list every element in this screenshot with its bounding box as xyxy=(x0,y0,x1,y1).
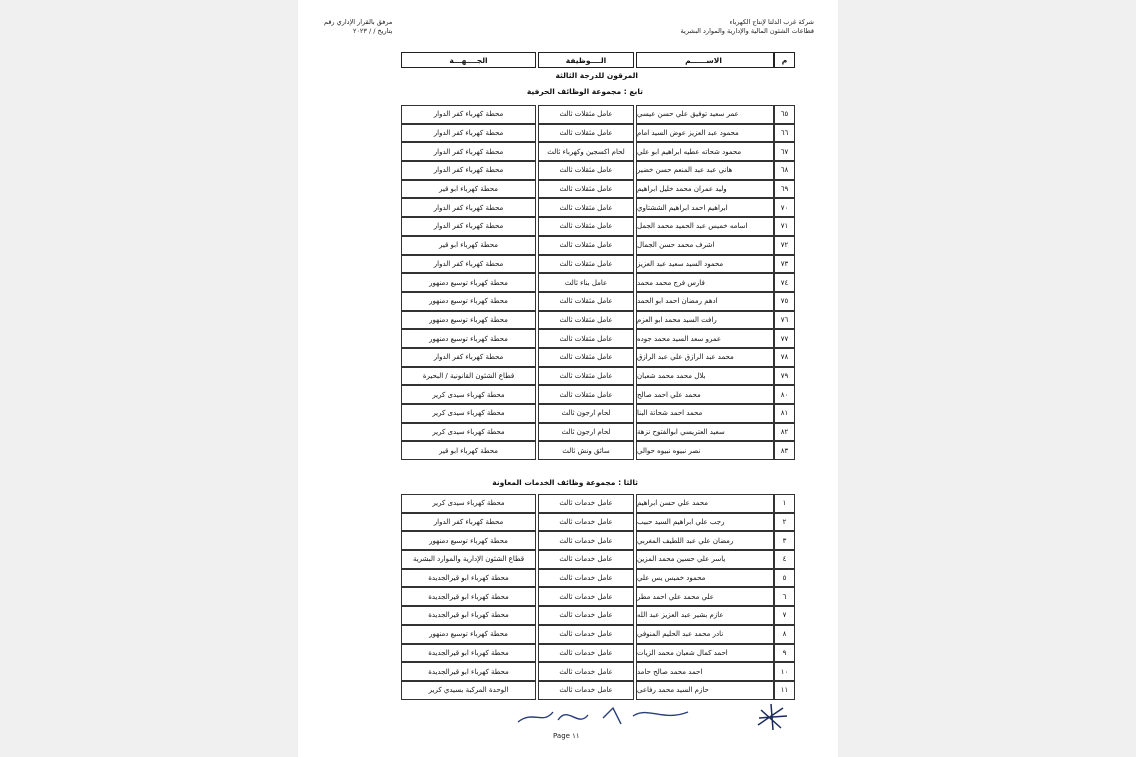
row-dept: محطة كهرباء كفر الدوار xyxy=(401,255,536,274)
row-job: عامل بناء ثالث xyxy=(538,273,634,292)
row-name: ادهم رمضان احمد ابو الحمد xyxy=(636,292,774,311)
company-name: شركة غرب الدلتا لإنتاج الكهرباء xyxy=(729,18,814,26)
row-dept: محطة كهرباء توسيع دمنهور xyxy=(401,273,536,292)
table-header xyxy=(340,52,795,68)
row-job: عامل مثقلات ثالث xyxy=(538,292,634,311)
row-job: عامل خدمات ثالث xyxy=(538,550,634,569)
row-dept: الوحدة المركبة بسيدي كرير xyxy=(401,681,536,700)
row-name: بلال محمد محمد شعبان xyxy=(636,367,774,386)
row-name: ياسر علي حسين محمد المزين xyxy=(636,550,774,569)
row-num: ٦٧ xyxy=(774,142,795,161)
row-name: محمد علي حسن ابراهيم xyxy=(636,494,774,513)
table-row xyxy=(340,681,795,700)
table-row xyxy=(340,198,795,217)
row-job: سائق ونش ثالث xyxy=(538,441,634,460)
row-name: محمد علي احمد صالح xyxy=(636,385,774,404)
row-num: ٧٢ xyxy=(774,236,795,255)
row-job: عامل مثقلات ثالث xyxy=(538,329,634,348)
table-row xyxy=(340,404,795,423)
row-dept: محطة كهرباء توسيع دمنهور xyxy=(401,311,536,330)
table-row xyxy=(340,236,795,255)
row-name: نصر نبيوه نبيوه حوالي xyxy=(636,441,774,460)
row-name: علي محمد علي احمد مطر xyxy=(636,587,774,606)
row-num: ١ xyxy=(774,494,795,513)
row-name: محمد احمد شحاتة البنا xyxy=(636,404,774,423)
table-row xyxy=(340,348,795,367)
row-name: محمود خميس يس علي xyxy=(636,569,774,588)
background-right xyxy=(838,0,1136,757)
company-header xyxy=(681,18,814,36)
row-num: ٢ xyxy=(774,513,795,532)
row-num: ٧٥ xyxy=(774,292,795,311)
row-dept: محطة كهرباء كفر الدوار xyxy=(401,348,536,367)
row-dept: محطة كهرباء ابو قير xyxy=(401,180,536,199)
table-row xyxy=(340,105,795,124)
row-job: عامل خدمات ثالث xyxy=(538,662,634,681)
background-left xyxy=(0,0,298,757)
row-dept: محطة كهرباء كفر الدوار xyxy=(401,513,536,532)
row-num: ١١ xyxy=(774,681,795,700)
row-job: لحام اكسجين وكهرباء ثالث xyxy=(538,142,634,161)
row-name: ابراهيم احمد ابراهيم الششتاوي xyxy=(636,198,774,217)
row-name: احمد محمد صالح حامد xyxy=(636,662,774,681)
table-row xyxy=(340,662,795,681)
page-number: Page ١١ xyxy=(553,732,580,740)
row-name: احمد كمال شعبان محمد الزيات xyxy=(636,644,774,663)
row-job: عامل مثقلات ثالث xyxy=(538,348,634,367)
section-subtitle: تابع : مجموعة الوظائف الحرفية xyxy=(526,87,643,96)
row-job: عامل خدمات ثالث xyxy=(538,513,634,532)
row-name: حازم السيد محمد رفاعى xyxy=(636,681,774,700)
row-dept: محطة كهرباء كفر الدوار xyxy=(401,142,536,161)
table-row xyxy=(340,124,795,143)
row-dept: محطة كهرباء توسيع دمنهور xyxy=(401,292,536,311)
table-row xyxy=(340,180,795,199)
table-row xyxy=(340,329,795,348)
row-dept: محطة كهرباء سيدى كرير xyxy=(401,423,536,442)
row-num: ٩ xyxy=(774,644,795,663)
table-row xyxy=(340,367,795,386)
row-job: عامل مثقلات ثالث xyxy=(538,124,634,143)
row-dept: محطة كهرباء ابو قير xyxy=(401,441,536,460)
row-num: ٦ xyxy=(774,587,795,606)
row-num: ٧٨ xyxy=(774,348,795,367)
row-num: ٨ xyxy=(774,625,795,644)
header-job: الــــوظيفة xyxy=(538,52,634,68)
department-name: قطاعات الشئون المالية والإدارية والموارد البشرية xyxy=(680,27,814,35)
row-dept: محطة كهرباء توسيع دمنهور xyxy=(401,329,536,348)
row-dept: محطة كهرباء ابو قيرالجديدة xyxy=(401,606,536,625)
row-dept: محطة كهرباء كفر الدوار xyxy=(401,124,536,143)
table-row xyxy=(340,625,795,644)
row-name: محمود عبد العزيز عوض السيد امام xyxy=(636,124,774,143)
table-row xyxy=(340,161,795,180)
row-job: عامل مثقلات ثالث xyxy=(538,311,634,330)
row-job: عامل خدمات ثالث xyxy=(538,644,634,663)
row-name: وليد عمران محمد خليل ابراهيم xyxy=(636,180,774,199)
table-row xyxy=(340,494,795,513)
row-num: ٨٠ xyxy=(774,385,795,404)
row-name: محمود شحاته عطيه ابراهيم ابو علي xyxy=(636,142,774,161)
row-num: ٣ xyxy=(774,531,795,550)
table-section2 xyxy=(340,494,795,700)
row-name: رمضان علي عبد اللطيف المغربي xyxy=(636,531,774,550)
row-dept: محطة كهرباء ابو قيرالجديدة xyxy=(401,569,536,588)
row-name: رافت السيد محمد ابو العزم xyxy=(636,311,774,330)
row-num: ١٠ xyxy=(774,662,795,681)
table-row xyxy=(340,385,795,404)
row-num: ٦٥ xyxy=(774,105,795,124)
row-dept: قطاع الشئون الإدارية والموارد البشرية xyxy=(401,550,536,569)
document-page xyxy=(298,0,838,757)
table-row xyxy=(340,273,795,292)
table-row xyxy=(340,255,795,274)
decision-number-label: مرفق بالقرار الإداري رقم xyxy=(324,18,393,26)
row-dept: محطة كهرباء سيدى كرير xyxy=(401,404,536,423)
row-name: سعيد العتريسي ابوالفتوح نزهة xyxy=(636,423,774,442)
row-job: عامل خدمات ثالث xyxy=(538,681,634,700)
row-num: ٧٤ xyxy=(774,273,795,292)
row-num: ٤ xyxy=(774,550,795,569)
row-num: ٧١ xyxy=(774,217,795,236)
table-row xyxy=(340,217,795,236)
row-num: ٧٧ xyxy=(774,329,795,348)
row-num: ٨١ xyxy=(774,404,795,423)
row-job: لحام ارجون ثالث xyxy=(538,423,634,442)
table-row xyxy=(340,531,795,550)
row-job: عامل مثقلات ثالث xyxy=(538,180,634,199)
table-row xyxy=(340,550,795,569)
row-name: عمر سعيد توفيق علي حسن عيسي xyxy=(636,105,774,124)
row-job: عامل خدمات ثالث xyxy=(538,494,634,513)
row-dept: محطة كهرباء سيدى كرير xyxy=(401,494,536,513)
row-job: عامل مثقلات ثالث xyxy=(538,255,634,274)
header-dept: الجــــهـــة xyxy=(401,52,536,68)
row-job: لحام ارجون ثالث xyxy=(538,404,634,423)
row-num: ٧٣ xyxy=(774,255,795,274)
table-row xyxy=(340,423,795,442)
row-dept: محطة كهرباء توسيع دمنهور xyxy=(401,531,536,550)
row-name: عازم بشير عبد العزيز عبد الله xyxy=(636,606,774,625)
table-row xyxy=(340,513,795,532)
row-name: فارس فرج محمد محمد xyxy=(636,273,774,292)
header-num: م xyxy=(774,52,795,68)
row-job: عامل خدمات ثالث xyxy=(538,606,634,625)
row-name: اسامه خميس عبد الحميد محمد الجمل xyxy=(636,217,774,236)
row-name: محمود السيد سعيد عبد العزيز xyxy=(636,255,774,274)
row-num: ٨٢ xyxy=(774,423,795,442)
decision-reference xyxy=(324,18,392,36)
row-num: ٥ xyxy=(774,569,795,588)
row-job: عامل مثقلات ثالث xyxy=(538,236,634,255)
table-row xyxy=(340,441,795,460)
table-row xyxy=(340,606,795,625)
row-job: عامل خدمات ثالث xyxy=(538,569,634,588)
row-job: عامل مثقلات ثالث xyxy=(538,105,634,124)
row-num: ٨٣ xyxy=(774,441,795,460)
row-dept: محطة كهرباء توسيع دمنهور xyxy=(401,625,536,644)
row-num: ٦٦ xyxy=(774,124,795,143)
row-num: ٧٠ xyxy=(774,198,795,217)
decision-date-label: بتاريخ / / ٢٠٢٣ xyxy=(352,27,393,35)
row-name: اشرف محمد حسن الجمال xyxy=(636,236,774,255)
row-dept: محطة كهرباء ابو قيرالجديدة xyxy=(401,662,536,681)
table-row xyxy=(340,142,795,161)
table-row xyxy=(340,569,795,588)
row-job: عامل مثقلات ثالث xyxy=(538,198,634,217)
row-dept: محطة كهرباء ابو قير xyxy=(401,236,536,255)
table-row xyxy=(340,587,795,606)
row-dept: محطة كهرباء كفر الدوار xyxy=(401,105,536,124)
table-section1 xyxy=(340,105,795,460)
row-job: عامل مثقلات ثالث xyxy=(538,161,634,180)
section-title: المرقون للدرجة الثالثة xyxy=(555,71,638,80)
row-num: ٧٦ xyxy=(774,311,795,330)
row-dept: محطة كهرباء كفر الدوار xyxy=(401,217,536,236)
row-name: عمرو سعد السيد محمد جوده xyxy=(636,329,774,348)
header-name: الاســــــم xyxy=(636,52,774,68)
row-job: عامل مثقلات ثالث xyxy=(538,367,634,386)
row-num: ٧٩ xyxy=(774,367,795,386)
row-name: رجب علي ابراهيم السيد حبيب xyxy=(636,513,774,532)
row-job: عامل خدمات ثالث xyxy=(538,531,634,550)
row-name: هاني عبد عبد المنعم حسن خضير xyxy=(636,161,774,180)
row-name: نادر محمد عبد الحليم المنوفي xyxy=(636,625,774,644)
table-row xyxy=(340,311,795,330)
row-num: ٦٩ xyxy=(774,180,795,199)
row-dept: محطة كهرباء ابو قيرالجديدة xyxy=(401,587,536,606)
signature-right xyxy=(753,700,793,734)
row-job: عامل مثقلات ثالث xyxy=(538,217,634,236)
row-dept: محطة كهرباء كفر الدوار xyxy=(401,161,536,180)
row-job: عامل خدمات ثالث xyxy=(538,625,634,644)
row-job: عامل مثقلات ثالث xyxy=(538,385,634,404)
row-dept: محطة كهرباء كفر الدوار xyxy=(401,198,536,217)
row-job: عامل خدمات ثالث xyxy=(538,587,634,606)
row-num: ٧ xyxy=(774,606,795,625)
signature-left xyxy=(513,700,703,730)
section2-title: ثالثا : مجموعة وظائف الخدمات المعاونة xyxy=(492,478,638,487)
row-dept: محطة كهرباء سيدى كرير xyxy=(401,385,536,404)
row-dept: محطة كهرباء ابو قيرالجديدة xyxy=(401,644,536,663)
row-name: محمد عبد الرازق علي عبد الرازق xyxy=(636,348,774,367)
table-row xyxy=(340,292,795,311)
row-dept: قطاع الشئون القانونية / البحيرة xyxy=(401,367,536,386)
row-num: ٦٨ xyxy=(774,161,795,180)
table-row xyxy=(340,644,795,663)
